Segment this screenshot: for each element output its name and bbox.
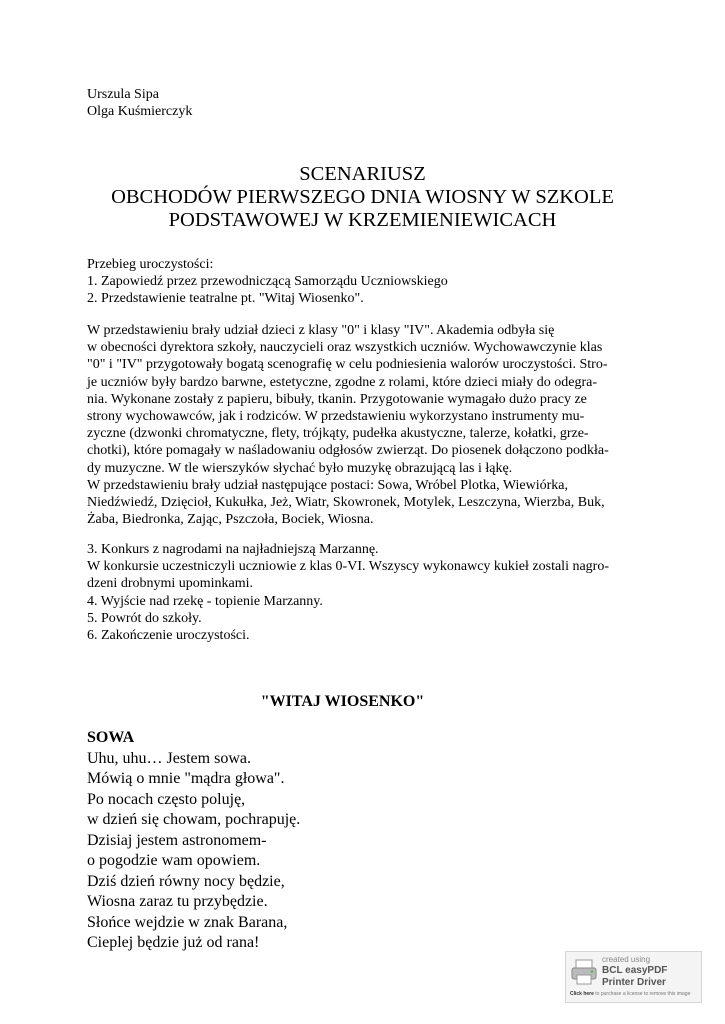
badge-license-link[interactable] bbox=[570, 991, 690, 997]
program-item: 1. Zapowiedź przez przewodniczącą Samorządu Uczniowskiego bbox=[87, 274, 448, 290]
poem-line: o pogodzie wam opowiem. bbox=[87, 852, 261, 869]
poem-line: Mówią o mnie "mądra głowa". bbox=[87, 770, 285, 787]
badge-line: Printer Driver bbox=[602, 977, 666, 988]
poem-line: Słońce wejdzie w znak Barana, bbox=[87, 913, 288, 931]
title-line: PODSTAWOWEJ W KRZEMIENIEWICACH bbox=[168, 209, 557, 231]
poem-line: Wiosna zaraz tu przybędzie. bbox=[87, 893, 268, 910]
paragraph-line: w obecności dyrektora szkoły, nauczycieli oraz wszystkich uczniów. Wychowawczynie klas bbox=[87, 340, 603, 356]
paragraph-line: "0" i "IV" przygotowały bogatą scenografię w celu podniesienia walorów uroczystości. Stro- bbox=[87, 357, 608, 373]
program-item: 2. Przedstawienie teatralne pt. "Witaj Wiosenko". bbox=[87, 291, 364, 307]
badge-line: created using bbox=[602, 955, 651, 964]
paragraph-line: nia. Wykonane zostały z papieru, bibuły, tkanin. Przygotowanie wymagało dużo pracy ze bbox=[87, 391, 587, 407]
program-heading: Przebieg uroczystości: bbox=[87, 257, 214, 272]
pdf-printer-watermark[interactable] bbox=[565, 951, 702, 1003]
author-name: Urszula Sipa bbox=[87, 87, 159, 102]
badge-line: BCL easyPDF bbox=[602, 965, 668, 976]
program-line: 5. Powrót do szkoły. bbox=[87, 610, 202, 626]
paragraph-line: W przedstawieniu brały udział dzieci z klasy "0" i klasy "IV". Akademia odbyła się bbox=[87, 323, 555, 338]
paragraph-line: strony wychowawców, jak i rodziców. W przedstawieniu wykorzystano instrumenty mu- bbox=[87, 409, 585, 425]
program-line: 3. Konkurs z nagrodami na najładniejszą Marzannę. bbox=[87, 542, 379, 557]
program-line: dzeni drobnymi upominkami. bbox=[87, 576, 254, 592]
paragraph-line: Żaba, Biedronka, Zając, Pszczoła, Bociek, Wiosna. bbox=[87, 512, 374, 528]
paragraph-line: dy muzyczne. W tle wierszyków słychać było muzykę obrazującą las i łąkę. bbox=[87, 460, 513, 476]
poem-line: w dzień się chowam, pochrapuję. bbox=[87, 811, 301, 828]
document-title bbox=[0, 163, 725, 232]
program-continued bbox=[87, 541, 639, 644]
description-paragraph bbox=[87, 322, 639, 528]
title-line: SCENARIUSZ bbox=[299, 163, 426, 185]
paragraph-line: chotki), które pomagały w naśladowaniu odgłosów zwierząt. Do piosenek dołączono podkła- bbox=[87, 443, 609, 459]
authors bbox=[87, 86, 192, 120]
badge-footer-text: to purchase a license to remove this image bbox=[595, 991, 691, 997]
paragraph-line: Niedźwiedź, Dzięcioł, Kukułka, Jeż, Wiatr, Skowronek, Motylek, Leszczyna, Wierzba, Buk, bbox=[87, 495, 605, 511]
printer-icon bbox=[570, 958, 598, 986]
poem-role: SOWA bbox=[87, 729, 135, 746]
play-title: "WITAJ WIOSENKO" bbox=[260, 693, 425, 710]
author-name: Olga Kuśmierczyk bbox=[87, 104, 193, 119]
poem-line: Po nocach często poluję, bbox=[87, 790, 246, 808]
program-line: 6. Zakończenie uroczystości. bbox=[87, 628, 250, 644]
paragraph-line: zyczne (dzwonki chromatyczne, flety, trójkąty, pudełka akustyczne, talerze, kołatki, grze- bbox=[87, 426, 589, 442]
poem-line: Dzisiaj jestem astronomem- bbox=[87, 831, 267, 849]
program-line: W konkursie uczestniczyli uczniowie z klas 0-VI. Wszyscy wykonawcy kukieł zostali nagro- bbox=[87, 559, 609, 575]
poem-line: Dziś dzień równy nocy będzie, bbox=[87, 872, 285, 890]
paragraph-line: je uczniów były bardzo barwne, estetyczne, zgodne z rolami, które dzieci miały do odegra- bbox=[87, 374, 598, 390]
poem-line: Uhu, uhu… Jestem sowa. bbox=[87, 749, 251, 767]
program-list bbox=[87, 256, 639, 308]
title-line: OBCHODÓW PIERWSZEGO DNIA WIOSNY W SZKOLE bbox=[111, 186, 614, 208]
badge-link-text[interactable]: Click here bbox=[570, 991, 594, 997]
paragraph-line: W przedstawieniu brały udział następujące postaci: Sowa, Wróbel Plotka, Wiewiórka, bbox=[87, 477, 568, 493]
program-line: 4. Wyjście nad rzekę - topienie Marzanny. bbox=[87, 593, 323, 609]
poem-line: Cieplej będzie już od rana! bbox=[87, 934, 260, 951]
poem bbox=[87, 728, 300, 954]
